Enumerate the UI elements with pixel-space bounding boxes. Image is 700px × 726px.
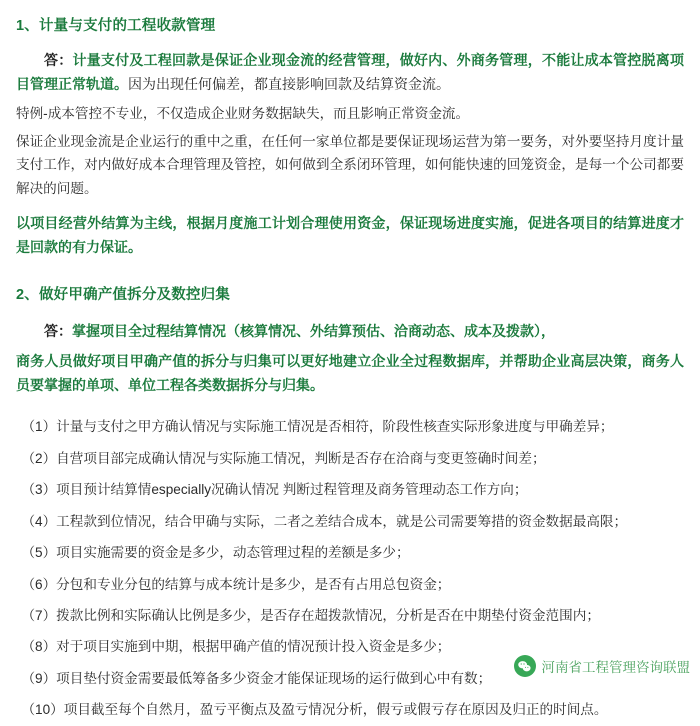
wechat-logo-icon bbox=[514, 655, 536, 677]
section-1-heading: 1、计量与支付的工程收款管理 bbox=[16, 18, 216, 34]
section-1-paragraph-1: 特例-成本管控不专业，不仅造成企业财务数据缺失，而且影响正常资金流。 bbox=[16, 105, 470, 121]
answer-text-1: 计量支付及工程回款是保证企业现金流的经营管理，做好内、外商务管理，不能让成本管控脱离项目管理正常轨道。 bbox=[16, 51, 685, 92]
section-1-answer bbox=[16, 48, 684, 96]
section-1-paragraph-2: 保证企业现金流是企业运行的重中之重，在任何一家单位都是要保证现场运营为第一要务，对外要坚持月度计量支付工作，对内做好成本合理管理及管控，如何做到全系闭环管理，如何能快速的回笼资金，是每一个公司都要解决的问题。 bbox=[16, 133, 684, 197]
list-item: （7）拨款比例和实际确认比例是多少，是否存在超拨款情况，分析是否在中期垫付资金范围内； bbox=[21, 607, 600, 623]
list-item: （10）项目截至每个自然月，盈亏平衡点及盈亏情况分析，假亏或假亏存在原因及归正的时间点。 bbox=[21, 702, 608, 718]
watermark-text: 河南省工程管理咨询联盟 bbox=[541, 660, 690, 675]
section-1-closing: 以项目经营外结算为主线，根据月度施工计划合理使用资金，保证现场进度实施，促进各项目的结算进度才是回款的有力保证。 bbox=[16, 215, 684, 256]
list-item: （1）计量与支付之甲方确认情况与实际施工情况是否相符，阶段性核查实际形象进度与甲确差异； bbox=[21, 419, 614, 435]
list-item: （4）工程款到位情况，结合甲确与实际，二者之差结合成本，就是公司需要筹措的资金数据最高限； bbox=[21, 513, 628, 529]
list-item: （6）分包和专业分包的结算与成本统计是多少，是否有占用总包资金； bbox=[21, 576, 451, 592]
answer-label-1: 答： bbox=[44, 51, 73, 68]
section-2-answer bbox=[16, 319, 684, 343]
answer-tail-1: 因为出现任何偏差，都直接影响回款及结算资金流。 bbox=[128, 75, 450, 92]
list-item: （5）项目实施需要的资金是多少，动态管理过程的差额是多少； bbox=[21, 545, 410, 561]
list-item: （8）对于项目实施到中期，根据甲确产值的情况预计投入资金是多少； bbox=[21, 639, 451, 655]
section-2-answer-continued: 商务人员做好项目甲确产值的拆分与归集可以更好地建立企业全过程数据库，并帮助企业高层决策，商务人员要掌握的单项、单位工程各类数据拆分与归集。 bbox=[16, 353, 684, 394]
answer-text-2: 掌握项目全过程结算情况（核算情况、外结算预估、洽商动态、成本及拨款）， bbox=[72, 322, 555, 339]
list-item: （2）自营项目部完成确认情况与实际施工情况，判断是否存在洽商与变更签确时间差； bbox=[21, 450, 546, 466]
watermark bbox=[514, 655, 691, 677]
section-2-heading: 2、做好甲确产值拆分及数控归集 bbox=[16, 287, 231, 304]
list-item: （3）项目预计结算情especially况确认情况 判断过程管理及商务管理动态工作方向； bbox=[21, 482, 528, 498]
list-item: （9）项目垫付资金需要最低筹备多少资金才能保证现场的运行做到心中有数； bbox=[21, 670, 492, 686]
answer-label-2: 答： bbox=[44, 322, 72, 339]
section-2-item-list bbox=[16, 411, 684, 726]
